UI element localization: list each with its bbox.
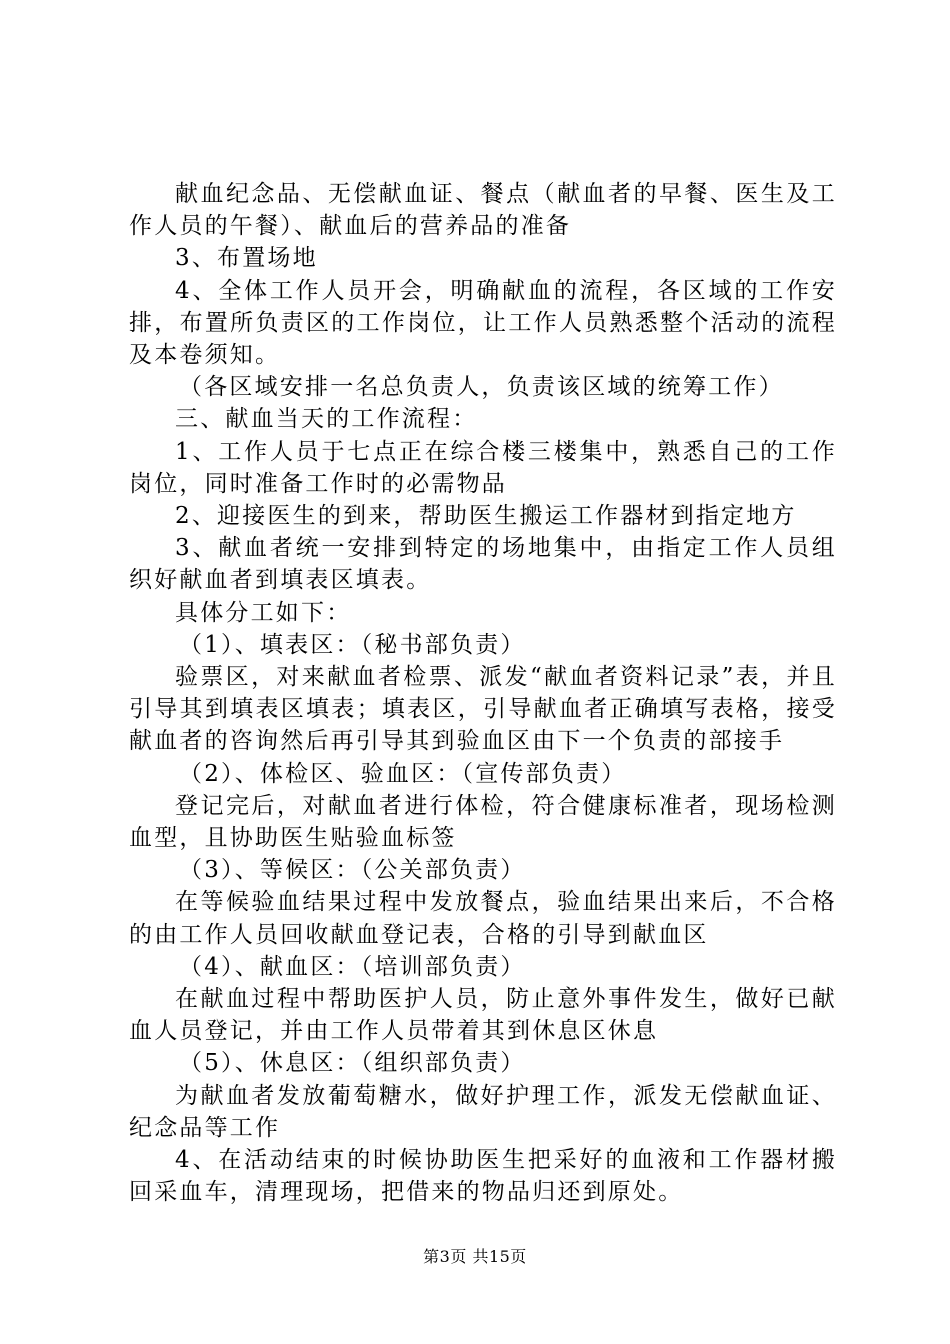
- paragraph: 验票区，对来献血者检票、派发“献血者资料记录”表，并且引导其到填表区填表；填表区，引导献血者正确填写表格，接受献血者的咨询然后再引导其到验血区由下一个负责的部接手: [129, 664, 837, 755]
- paragraph: 为献血者发放葡萄糖水，做好护理工作，派发无偿献血证、纪念品等工作: [129, 1082, 837, 1141]
- paragraph: 2、迎接医生的到来，帮助医生搬运工作器材到指定地方: [175, 503, 797, 530]
- paragraph: 具体分工如下：: [175, 599, 352, 626]
- paragraph: 3、布置场地: [175, 245, 318, 272]
- subheading: （1）、填表区：（秘书部负责）: [179, 631, 526, 658]
- page-number-footer: 第3页 共15页: [423, 1247, 527, 1266]
- document-body: [129, 178, 837, 1209]
- paragraph: 4、全体工作人员开会，明确献血的流程，各区域的工作安排，布置所负责区的工作岗位，让工作人员熟悉整个活动的流程及本卷须知。: [129, 277, 837, 369]
- subheading: （4）、献血区：（培训部负责）: [179, 953, 526, 980]
- paragraph: 3、献血者统一安排到特定的场地集中，由指定工作人员组织好献血者到填表区填表。: [129, 535, 837, 594]
- paragraph: 在献血过程中帮助医护人员，防止意外事件发生，做好已献血人员登记，并由工作人员带着其到休息区休息: [129, 986, 837, 1045]
- paragraph: （各区域安排一名总负责人，负责该区域的统筹工作）: [179, 374, 784, 401]
- subheading: （3）、等候区：（公关部负责）: [179, 857, 526, 884]
- subheading: （2）、体检区、验血区：（宣传部负责）: [179, 760, 627, 787]
- section-heading: 三、献血当天的工作流程：: [175, 406, 478, 433]
- paragraph: 1、工作人员于七点正在综合楼三楼集中，熟悉自己的工作岗位，同时准备工作时的必需物品: [129, 438, 837, 497]
- paragraph: 登记完后，对献血者进行体检，符合健康标准者，现场检测血型，且协助医生贴验血标签: [129, 792, 837, 852]
- paragraph: 献血纪念品、无偿献血证、餐点（献血者的早餐、医生及工作人员的午餐）、献血后的营养品的准备: [129, 181, 837, 240]
- subheading: （5）、休息区：（组织部负责）: [179, 1050, 526, 1077]
- paragraph: 在等候验血结果过程中发放餐点，验血结果出来后，不合格的由工作人员回收献血登记表，合格的引导到献血区: [129, 889, 837, 948]
- paragraph: 4、在活动结束的时候协助医生把采好的血液和工作器材搬回采血车，清理现场，把借来的物品归还到原处。: [129, 1147, 837, 1206]
